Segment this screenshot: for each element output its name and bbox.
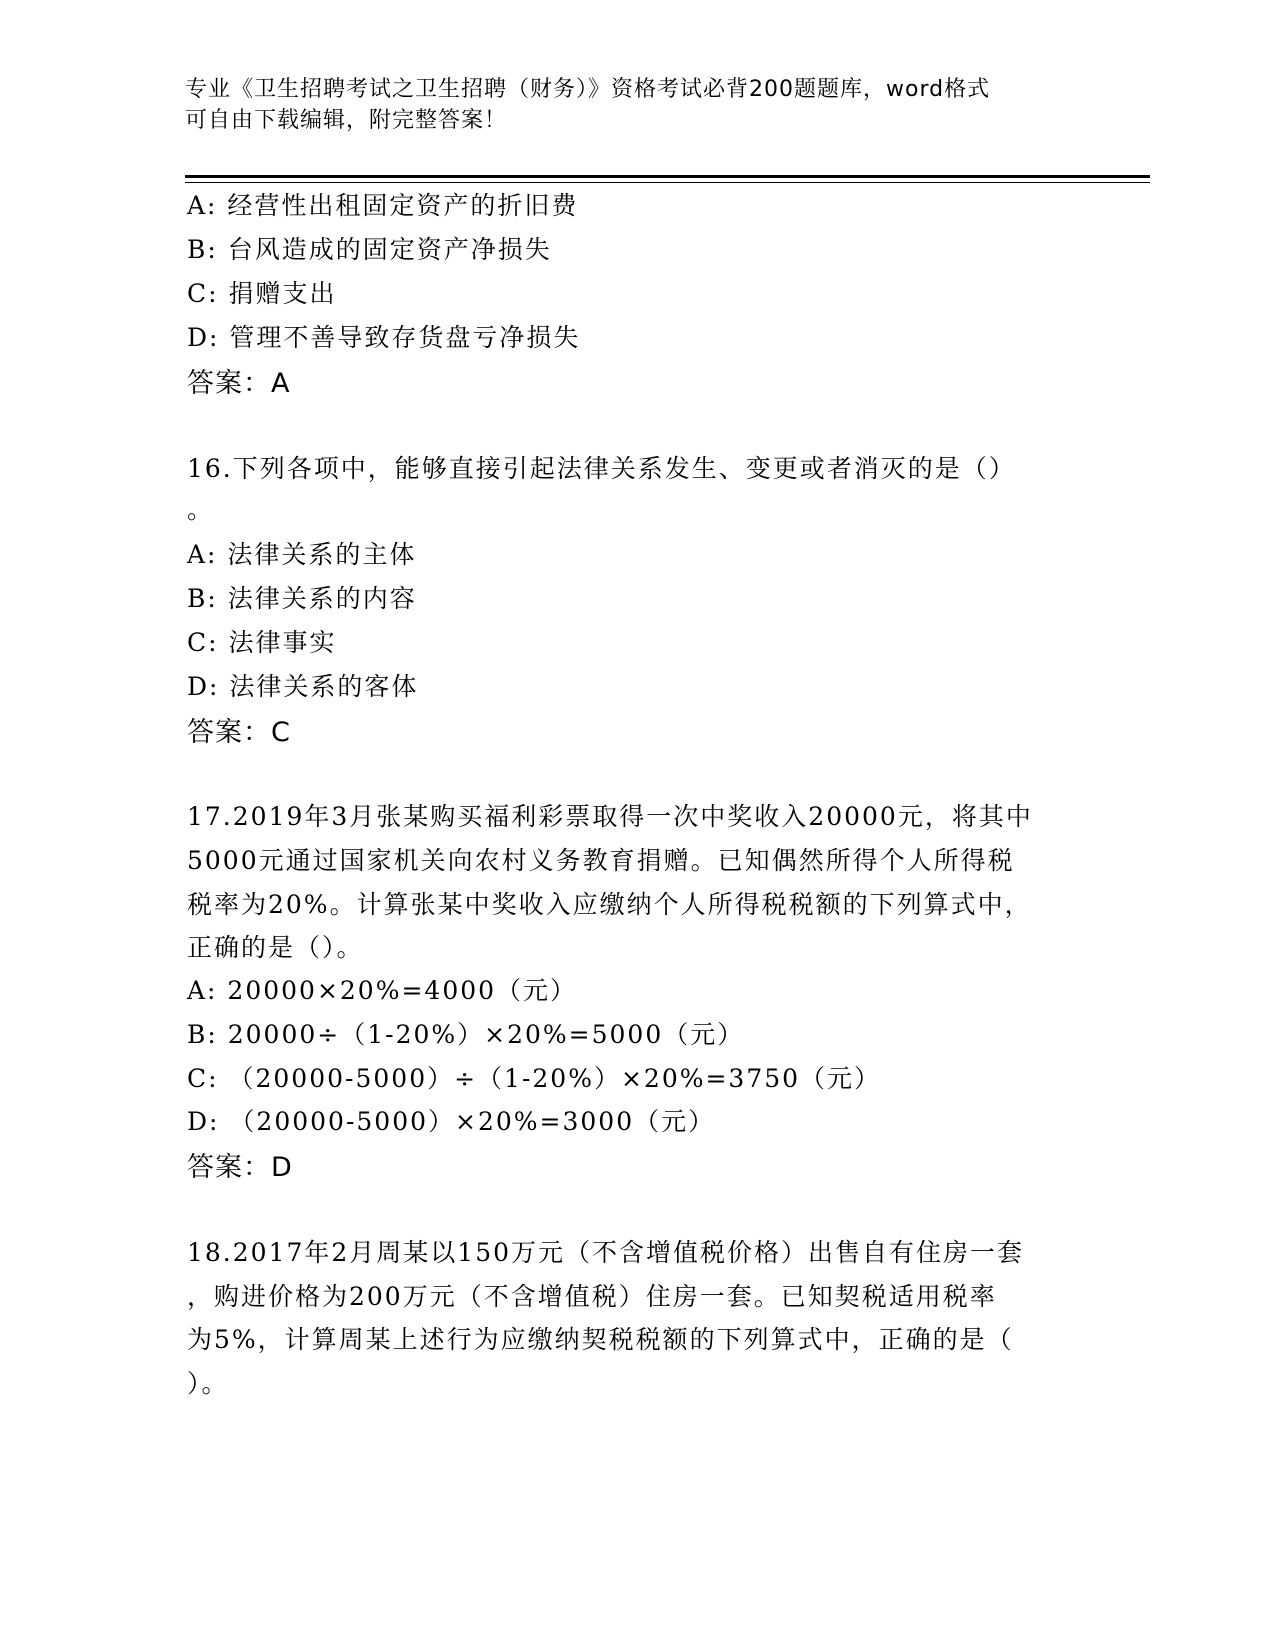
question-stem-line: 正确的是（）。 (187, 933, 364, 962)
question-stem-line: ）。 (187, 1369, 229, 1398)
question-stem-line: 5000元通过国家机关向农村义务教育捐赠。已知偶然所得个人所得税 (187, 846, 1015, 875)
question-stem-line: 18.2017年2月周某以150万元（不含增值税价格）出售自有住房一套 (187, 1238, 1025, 1267)
option-a: A: 经营性出租固定资产的折旧费 (187, 191, 579, 220)
option-a: A: 20000×20%=4000（元） (187, 976, 578, 1005)
option-c: C: 法律事实 (187, 628, 337, 657)
question-stem-line: 税率为20%。计算张某中奖收入应缴纳个人所得税税额的下列算式中， (187, 890, 1032, 919)
question-stem-line: 17.2019年3月张某购买福利彩票取得一次中奖收入20000元，将其中 (187, 802, 1033, 831)
question-stem-line: 。 (187, 495, 215, 524)
answer-line: 答案：D (187, 1152, 293, 1183)
option-d: D: 法律关系的客体 (187, 672, 419, 701)
option-a: A: 法律关系的主体 (187, 540, 417, 569)
option-d: D: （20000-5000）×20%=3000（元） (187, 1107, 716, 1136)
option-c: C: 捐赠支出 (187, 279, 337, 308)
question-stem-line: 为5%，计算周某上述行为应缴纳契税税额的下列算式中，正确的是（ (187, 1325, 1014, 1354)
option-b: B: 法律关系的内容 (187, 584, 417, 613)
document-header (185, 74, 1065, 136)
question-stem-line: 16.下列各项中，能够直接引起法律关系发生、变更或者消灭的是（） (187, 454, 1016, 483)
answer-line: 答案：C (187, 717, 291, 748)
header-title-line-1: 专业《卫生招聘考试之卫生招聘（财务）》资格考试必背200题题库，word格式 (185, 77, 991, 102)
option-c: C: （20000-5000）÷（1-20%）×20%=3750（元） (187, 1064, 882, 1093)
option-b: B: 20000÷（1-20%）×20%=5000（元） (187, 1020, 745, 1049)
answer-line: 答案：A (187, 368, 291, 399)
header-divider-thin (185, 182, 1150, 183)
option-d: D: 管理不善导致存货盘亏净损失 (187, 323, 581, 352)
option-b: B: 台风造成的固定资产净损失 (187, 235, 552, 264)
header-divider-thick (185, 175, 1150, 178)
header-title-line-2: 可自由下载编辑，附完整答案！ (185, 108, 508, 133)
question-stem-line: ，购进价格为200万元（不含增值税）住房一套。已知契税适用税率 (187, 1282, 997, 1311)
